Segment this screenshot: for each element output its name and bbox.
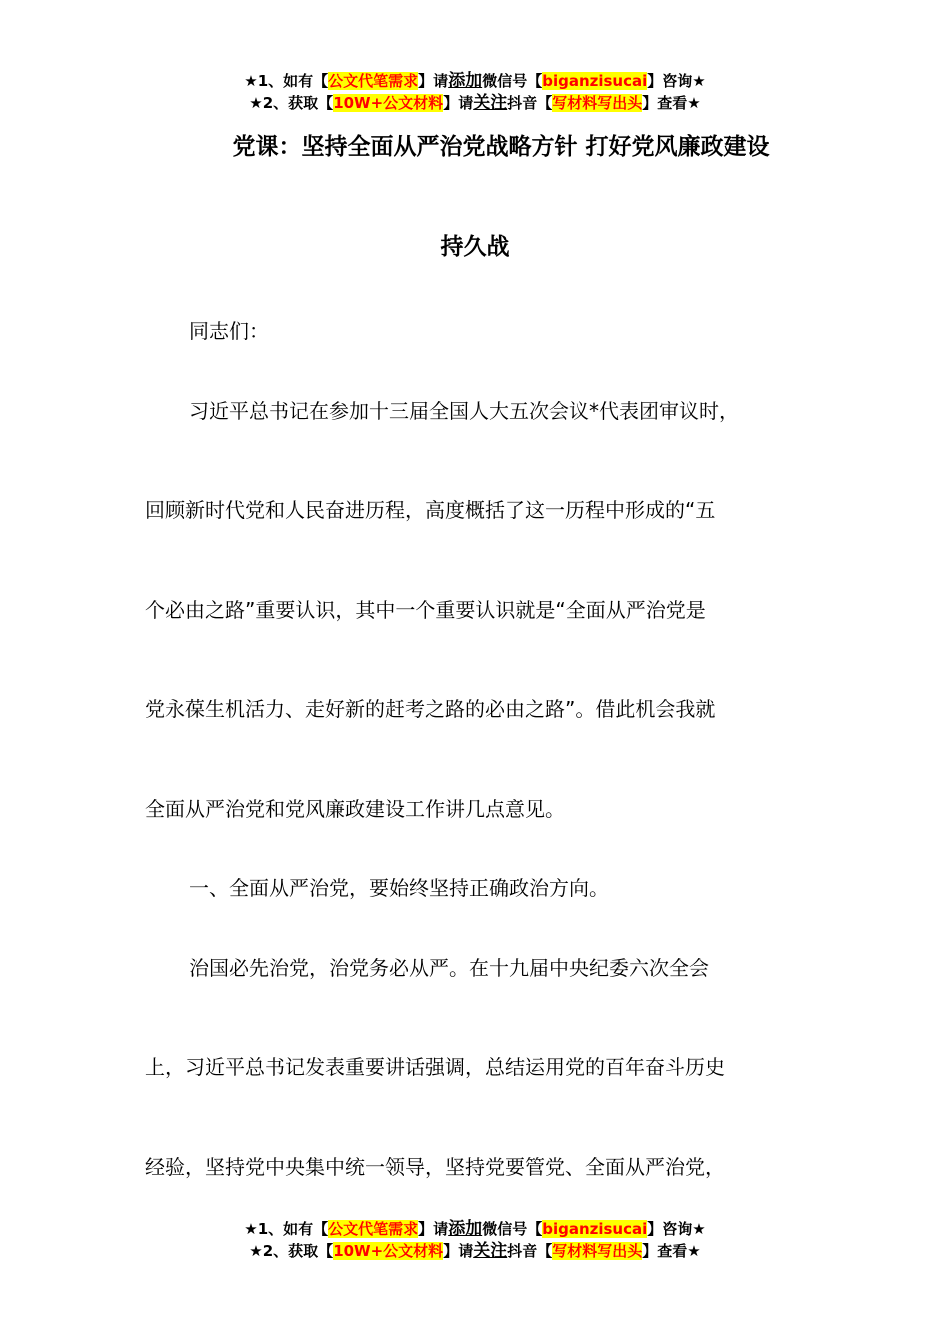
- highlight-text: 公文代笔需求: [328, 1220, 419, 1238]
- section-heading: 一、全面从严治党，要始终坚持正确政治方向。: [189, 876, 609, 900]
- body-line: 全面从严治党和党风廉政建设工作讲几点意见。: [145, 797, 565, 821]
- douyin-account: 写材料写出头: [552, 94, 643, 112]
- body-line: 习近平总书记在参加十三届全国人大五次会议*代表团审议时，: [189, 399, 739, 423]
- promo-line-2: ★2、获取【10W+公文材料】请关注抖音【写材料写出头】查看★: [249, 1241, 701, 1261]
- body-line: 个必由之路”重要认识，其中一个重要认识就是“全面从严治党是: [145, 598, 706, 622]
- salutation: 同志们：: [189, 319, 269, 343]
- document-title-line-1: 党课：坚持全面从严治党战略方针 打好党风廉政建设: [232, 134, 770, 160]
- promo-banner-top: [0, 70, 950, 114]
- promo-banner-bottom: [0, 1218, 950, 1262]
- highlight-text: 10W+公文材料: [333, 94, 444, 112]
- body-line: 党永葆生机活力、走好新的赶考之路的必由之路”。借此机会我就: [145, 697, 716, 721]
- body-line: 回顾新时代党和人民奋进历程，高度概括了这一历程中形成的“五: [145, 498, 716, 522]
- body-line: 治国必先治党，治党务必从严。在十九届中央纪委六次全会: [189, 956, 709, 980]
- wechat-id: biganzisucai: [542, 72, 648, 90]
- douyin-account: 写材料写出头: [552, 1242, 643, 1260]
- document-title-line-2: 持久战: [440, 234, 510, 260]
- promo-line-1: ★1、如有【公文代笔需求】请添加微信号【biganzisucai】咨询★: [244, 71, 706, 91]
- body-line: 上，习近平总书记发表重要讲话强调，总结运用党的百年奋斗历史: [145, 1055, 725, 1079]
- wechat-id: biganzisucai: [542, 1220, 648, 1238]
- highlight-text: 公文代笔需求: [328, 72, 419, 90]
- promo-line-2: ★2、获取【10W+公文材料】请关注抖音【写材料写出头】查看★: [249, 93, 701, 113]
- highlight-text: 10W+公文材料: [333, 1242, 444, 1260]
- promo-line-1: ★1、如有【公文代笔需求】请添加微信号【biganzisucai】咨询★: [244, 1219, 706, 1239]
- body-line: 经验，坚持党中央集中统一领导，坚持党要管党、全面从严治党，: [145, 1155, 725, 1179]
